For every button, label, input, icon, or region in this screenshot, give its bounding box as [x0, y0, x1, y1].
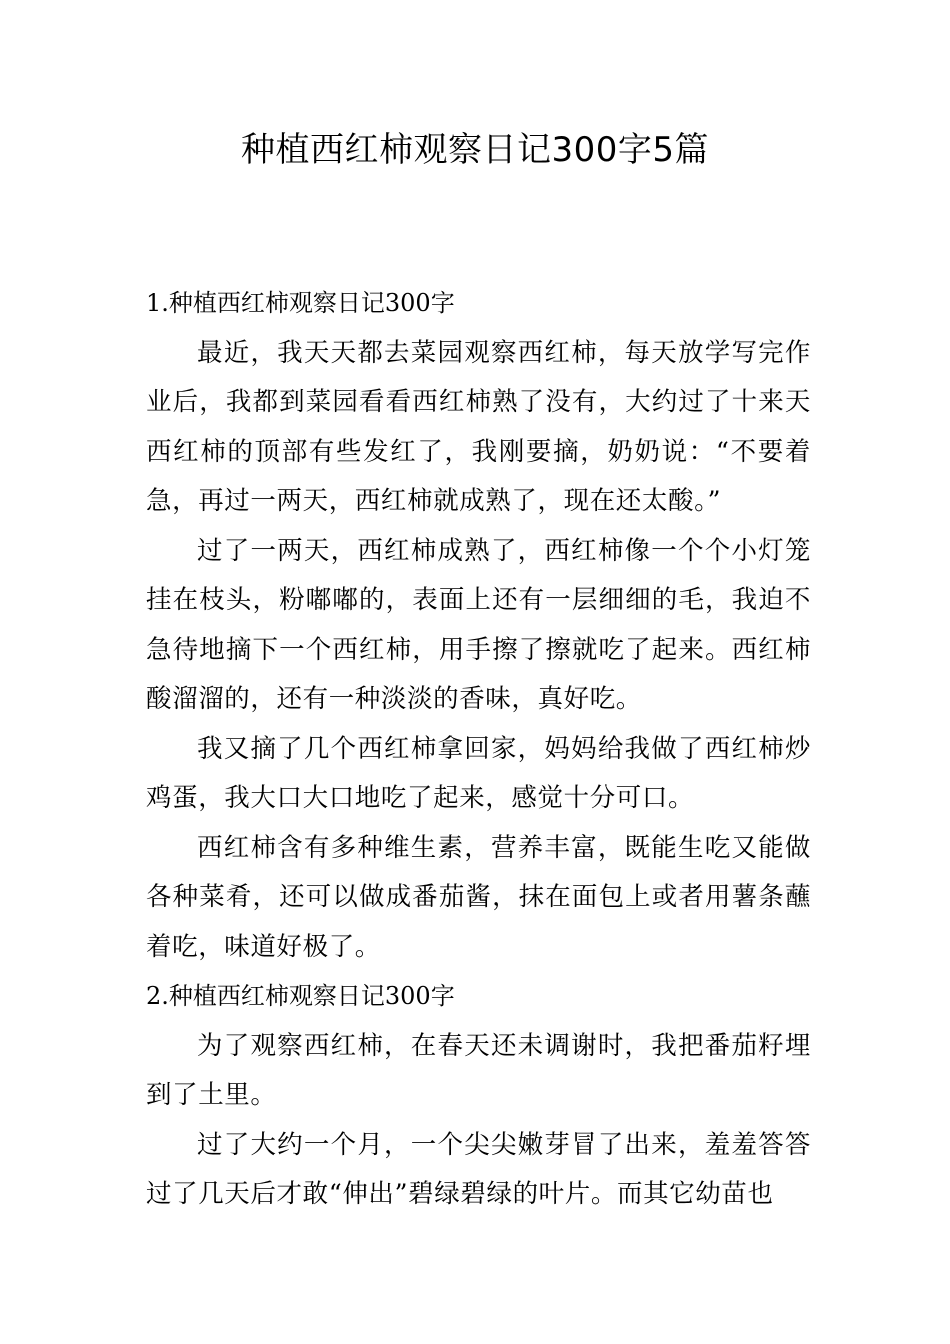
- section-heading-1: 1.种植西红柿观察日记300字: [146, 289, 455, 317]
- paragraph: 我又摘了几个西红柿拿回家，妈妈给我做了西红柿炒鸡蛋，我大口大口地吃了起来，感觉十分可口。: [146, 733, 811, 813]
- section-heading-2: 2.种植西红柿观察日记300字: [146, 982, 455, 1010]
- paragraph: 过了大约一个月，一个尖尖嫩芽冒了出来，羞羞答答过了几天后才敢“伸出”碧绿碧绿的叶片。而其它幼苗也: [146, 1129, 811, 1209]
- document-body: [146, 279, 811, 1220]
- document-title: 种植西红柿观察日记300字5篇: [240, 130, 710, 170]
- paragraph: 过了一两天，西红柿成熟了，西红柿像一个个小灯笼挂在枝头，粉嘟嘟的，表面上还有一层细细的毛，我迫不急待地摘下一个西红柿，用手擦了擦就吃了起来。西红柿酸溜溜的，还有一种淡淡的香味，真好吃。: [146, 535, 811, 714]
- paragraph: 为了观察西红柿，在春天还未调谢时，我把番茄籽埋到了土里。: [146, 1030, 811, 1110]
- paragraph: 最近，我天天都去菜园观察西红柿，每天放学写完作业后，我都到菜园看看西红柿熟了没有，大约过了十来天西红柿的顶部有些发红了，我刚要摘，奶奶说：“不要着急，再过一两天，西红柿就成熟了，现在还太酸。”: [146, 337, 811, 516]
- paragraph: 西红柿含有多种维生素，营养丰富，既能生吃又能做各种菜肴，还可以做成番茄酱，抹在面包上或者用薯条蘸着吃，味道好极了。: [146, 832, 811, 962]
